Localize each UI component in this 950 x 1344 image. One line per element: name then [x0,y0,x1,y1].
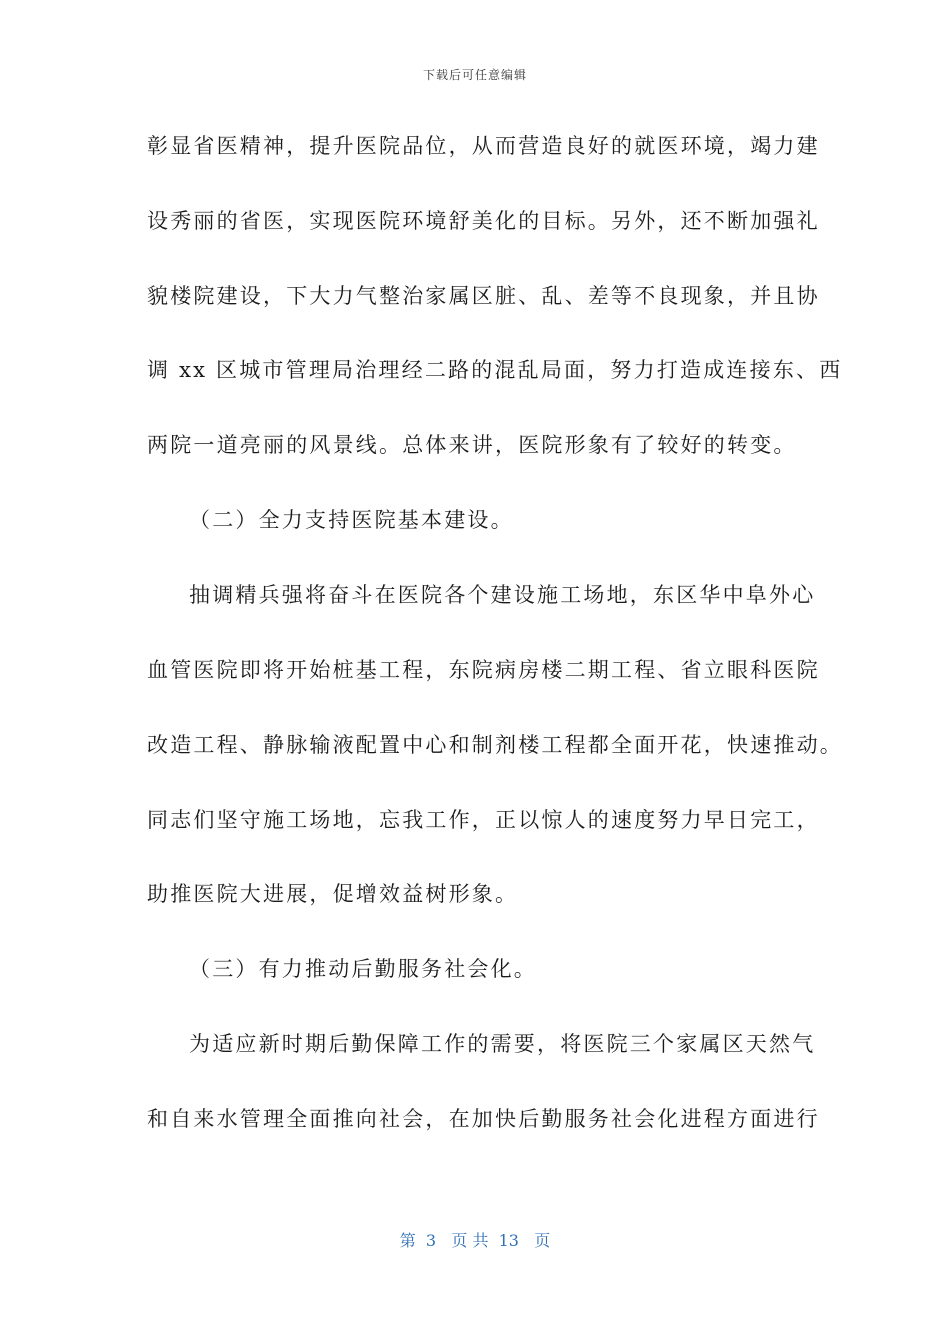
text-line: 貌楼院建设，下大力气整治家属区脏、乱、差等不良现象，并且协 [147,284,820,308]
section-heading: （三）有力推动后勤服务社会化。 [189,957,537,981]
text-line: 设秀丽的省医，实现医院环境舒美化的目标。另外，还不断加强礼 [147,209,820,233]
text-line: 抽调精兵强将奋斗在医院各个建设施工场地，东区华中阜外心 [189,583,816,607]
text-line: 血管医院即将开始桩基工程，东院病房楼二期工程、省立眼科医院 [147,658,820,682]
text-line: 彰显省医精神，提升医院品位，从而营造良好的就医环境，竭力建 [147,134,820,158]
text-line: 同志们坚守施工场地，忘我工作，正以惊人的速度努力早日完工， [147,808,820,832]
text-line: 两院一道亮丽的风景线。总体来讲，医院形象有了较好的转变。 [147,433,797,457]
section-heading: （二）全力支持医院基本建设。 [189,508,514,532]
text-line: 助推医院大进展，促增效益树形象。 [147,882,519,906]
text-line: 为适应新时期后勤保障工作的需要，将医院三个家属区天然气 [189,1032,816,1056]
header-note: 下载后可任意编辑 [422,68,527,82]
text-line: 改造工程、静脉输液配置中心和制剂楼工程都全面开花，快速推动。 [147,733,843,757]
page-number: 第 3 页 共 13 页 [399,1231,551,1250]
text-line: 和自来水管理全面推向社会，在加快后勤服务社会化进程方面进行 [147,1107,820,1131]
text-line: 调 xx 区城市管理局治理经二路的混乱局面，努力打造成连接东、西 [147,358,843,382]
